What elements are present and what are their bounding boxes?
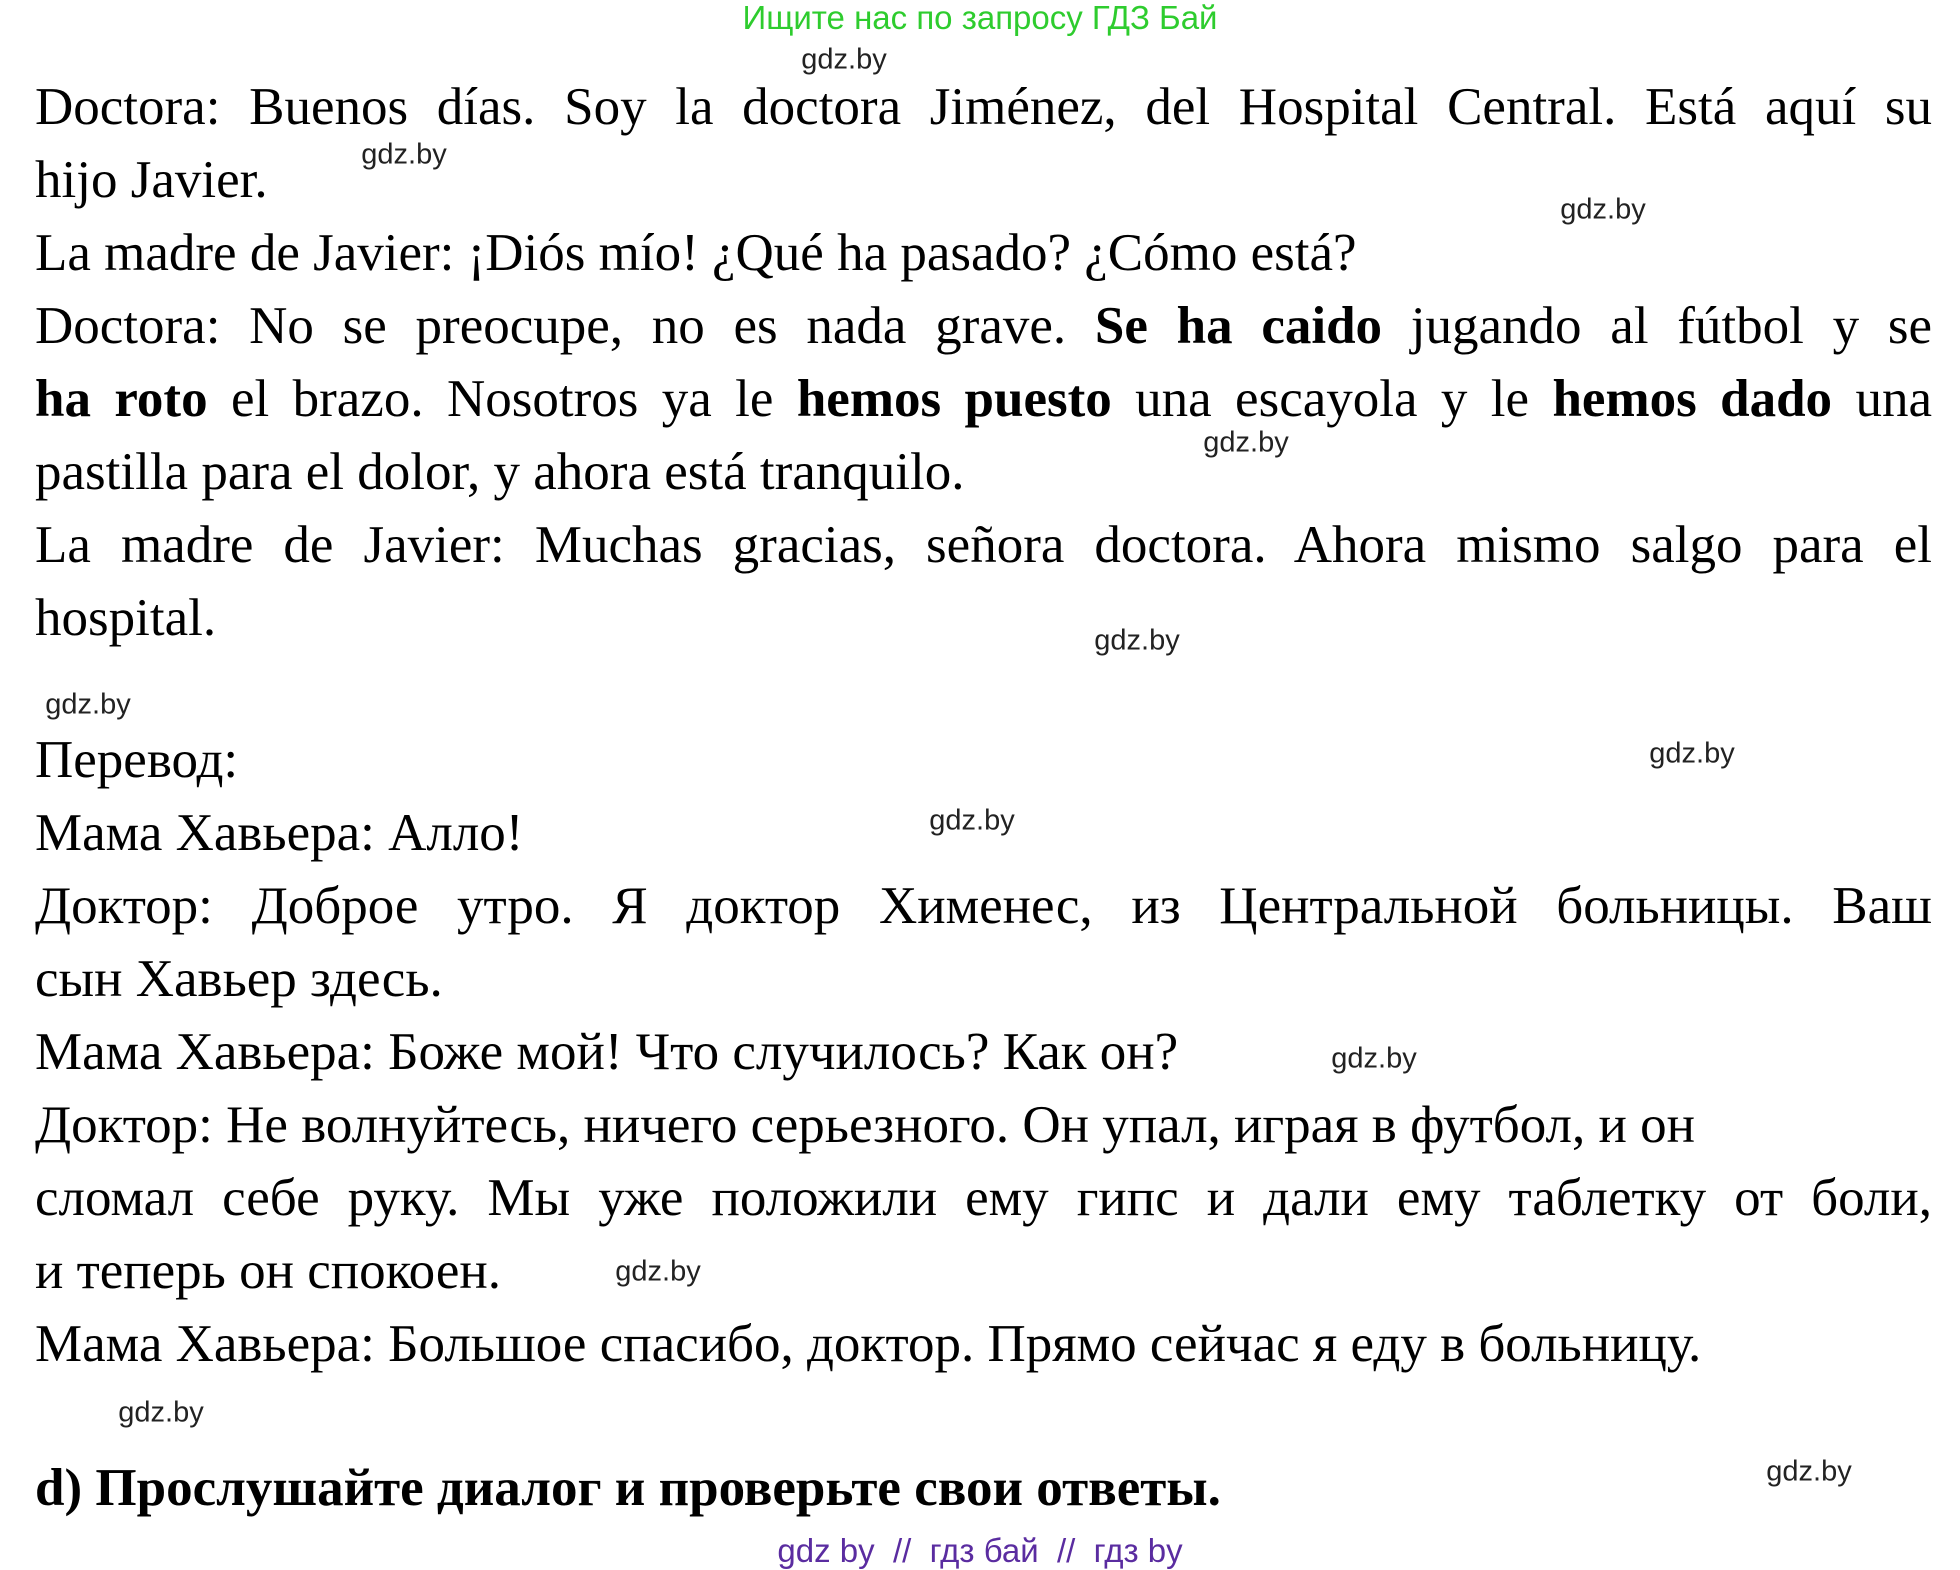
watermark: gdz.by [361, 138, 447, 171]
text-segment: hijo Javier. [35, 151, 268, 209]
text-line [35, 1016, 1932, 1089]
watermark: gdz.by [615, 1255, 701, 1288]
text-line [35, 144, 1932, 217]
text-segment: jugando al fútbol y se [1382, 297, 1933, 355]
text-segment: и теперь он спокоен. [35, 1242, 501, 1300]
text-segment: Мама Хавьера: Большое спасибо, доктор. Прямо сейчас я еду в больницу. [35, 1315, 1702, 1373]
text-line [35, 1235, 1932, 1308]
watermark: gdz.by [1331, 1042, 1417, 1075]
text-segment: pastilla para el dolor, y ahora está tranquilo. [35, 443, 965, 501]
text-line [35, 870, 1932, 943]
top-banner[interactable]: Ищите нас по запросу ГДЗ Бай [742, 0, 1218, 36]
text-segment: Доктор: Доброе утро. Я доктор Хименес, из Центральной больницы. Ваш [35, 877, 1932, 935]
watermark: gdz.by [1203, 426, 1289, 459]
watermark: gdz.by [1560, 193, 1646, 226]
text-line [35, 1089, 1932, 1162]
text-segment: el brazo. Nosotros ya le [207, 370, 797, 428]
watermark: gdz.by [1766, 1455, 1852, 1488]
text-segment: сын Хавьер здесь. [35, 950, 443, 1008]
text-segment: La madre de Javier: ¡Diós mío! ¿Qué ha pasado? ¿Cómo está? [35, 224, 1357, 282]
bold-verb: hemos puesto [796, 370, 1112, 428]
text-segment: una escayola y le [1111, 370, 1553, 428]
text-segment: hospital. [35, 589, 217, 647]
watermark: gdz.by [929, 804, 1015, 837]
text-line [35, 582, 1932, 655]
bold-verb: ha roto [35, 370, 208, 428]
text-line [35, 943, 1932, 1016]
bold-verb: Se ha caido [1094, 297, 1383, 355]
text-segment: Доктор: Не волнуйтесь, ничего серьезного. Он упал, играя в футбол, и он [35, 1096, 1695, 1154]
watermark: gdz.by [118, 1396, 204, 1429]
text-segment: una [1832, 370, 1932, 428]
text-line [35, 71, 1932, 144]
task-heading: d) Прослушайте диалог и проверьте свои ответы. [35, 1459, 1221, 1517]
text-segment: Doctora: Buenos días. Soy la doctora Jiménez, del Hospital Central. Está aquí su [35, 78, 1932, 136]
text-line [35, 217, 1932, 290]
text-segment: сломал себе руку. Мы уже положили ему гипс и дали ему таблетку от боли, [35, 1169, 1932, 1227]
watermark: gdz.by [45, 688, 131, 721]
watermark: gdz.by [801, 43, 887, 76]
text-segment: Мама Хавьера: Алло! [35, 804, 524, 862]
watermark: gdz.by [1094, 624, 1180, 657]
text-line [35, 290, 1932, 363]
watermark: gdz.by [1649, 737, 1735, 770]
text-segment: Мама Хавьера: Боже мой! Что случилось? Как он? [35, 1023, 1179, 1081]
text-line [35, 724, 1932, 797]
text-line [35, 1308, 1932, 1381]
spanish-dialogue [35, 71, 1932, 655]
text-line [35, 1162, 1932, 1235]
text-segment: La madre de Javier: Muchas gracias, señora doctora. Ahora mismo salgo para el [35, 516, 1932, 574]
bold-verb: hemos dado [1552, 370, 1833, 428]
text-segment: Перевод: [35, 731, 239, 789]
text-segment: Doctora: No se preocupe, no es nada grave. [35, 297, 1095, 355]
text-line [35, 436, 1932, 509]
text-line [35, 509, 1932, 582]
footer-links[interactable]: gdz by // гдз бай // гдз by [777, 1532, 1183, 1569]
text-line [35, 363, 1932, 436]
